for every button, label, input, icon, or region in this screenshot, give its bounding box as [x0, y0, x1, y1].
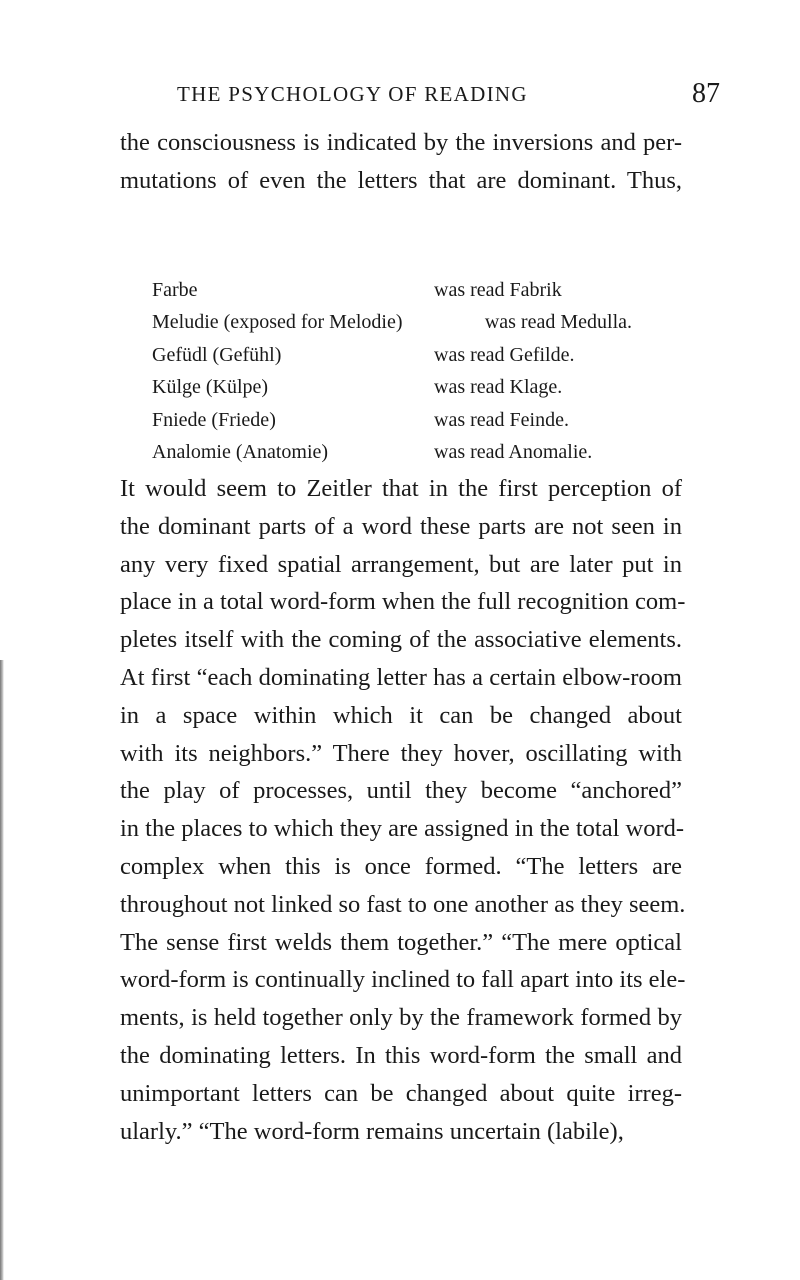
text-line: in the places to which they are assigned in the total word-	[120, 815, 685, 843]
text-line: pletes itself with the coming of the associative elements.	[120, 626, 682, 654]
exposed-word: Gefüdl (Gefühl)	[152, 343, 282, 366]
text-line: throughout not linked so fast to one another as they seem.	[120, 890, 686, 918]
read-as: was read Anomalie.	[434, 440, 593, 463]
text-line: with its neighbors.” There they hover, oscillating with	[120, 739, 682, 767]
exposed-word: Külge (Külpe)	[152, 376, 269, 399]
running-title: THE PSYCHOLOGY OF READING	[177, 82, 528, 106]
example-row	[152, 274, 632, 306]
misreading-examples-table	[152, 274, 632, 468]
running-head	[120, 78, 720, 110]
page-gutter-shadow	[0, 660, 4, 1280]
exposed-word: Analomie (Anatomie)	[152, 440, 329, 463]
text-line: unimportant letters can be changed about quite irreg-	[120, 1079, 682, 1107]
read-as: was read Fabrik	[434, 279, 562, 301]
read-as: was read Gefilde.	[434, 343, 575, 366]
paragraph-zeitler	[120, 470, 686, 1150]
text-line: the dominant parts of a word these parts are not seen in	[120, 512, 682, 540]
text-line: The sense first welds them together.” “The mere optical	[120, 928, 682, 956]
text-line: the dominating letters. In this word-form the small and	[120, 1041, 682, 1069]
example-row	[152, 436, 632, 468]
page-number: 87	[692, 78, 720, 109]
example-row	[152, 339, 632, 371]
text-line: mutations of even the letters that are dominant. Thus,	[120, 166, 682, 194]
text-line: complex when this is once formed. “The letters are	[120, 852, 682, 880]
example-row	[152, 404, 632, 436]
text-line: At first “each dominating letter has a certain elbow-room	[120, 663, 682, 691]
read-as: was read Klage.	[434, 376, 563, 399]
text-line: It would seem to Zeitler that in the first perception of	[120, 475, 682, 502]
text-line: ularly.” “The word-form remains uncertain (labile),	[120, 1117, 624, 1145]
text-line: ments, is held together only by the framework formed by	[120, 1004, 682, 1032]
example-row	[152, 371, 632, 403]
text-line: the consciousness is indicated by the inversions and per-	[120, 129, 682, 156]
read-as: was read Feinde.	[434, 408, 569, 431]
exposed-word: Fniede (Friede)	[152, 408, 276, 431]
text-line: in a space within which it can be changed about	[120, 701, 682, 729]
text-line: the play of processes, until they become “anchored”	[120, 777, 682, 805]
exposed-word: Meludie (exposed for Melodie)	[152, 311, 403, 334]
paragraph-intro	[120, 124, 682, 200]
text-line: word-form is continually inclined to fall apart into its ele-	[120, 966, 686, 994]
example-row	[152, 306, 632, 338]
text-line: any very fixed spatial arrangement, but are later put in	[120, 550, 682, 578]
read-as: was read Medulla.	[484, 311, 632, 334]
exposed-word: Farbe	[152, 279, 198, 301]
text-line: place in a total word-form when the full recognition com-	[120, 588, 686, 616]
